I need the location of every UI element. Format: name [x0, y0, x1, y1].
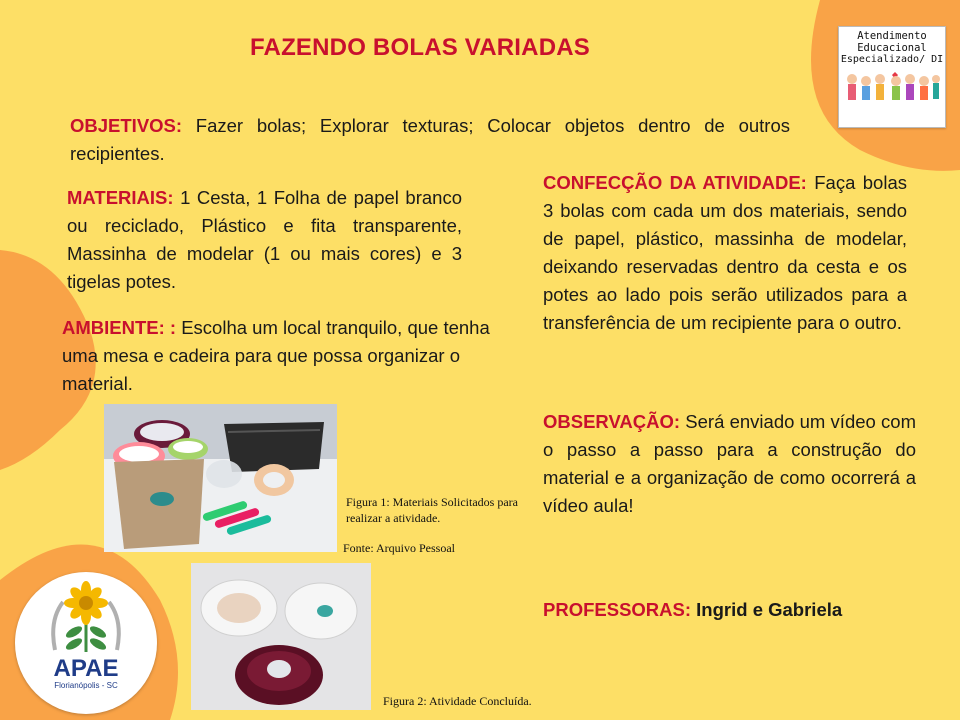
ambiente-text: Escolha um local tranquilo, que tenha uma mesa e cadeira para que possa organizar o material. — [62, 317, 490, 394]
professoras-label: PROFESSORAS: — [543, 599, 692, 620]
sunflower-hands-icon — [41, 580, 131, 658]
figura-1-caption: Figura 1: Materiais Solicitados para realizar a atividade. — [346, 495, 518, 525]
observacao-section — [543, 408, 916, 520]
materiais-section — [67, 184, 462, 296]
confeccao-text: Faça bolas 3 bolas com cada um dos materiais, sendo de papel, plástico, massinha de modelar, deixando reservadas dentro da cesta e os potes ao lado pois serão utilizados para a transferência de um recipiente para o outro. — [543, 172, 907, 333]
materiais-label: MATERIAIS: — [67, 187, 174, 208]
professoras-section — [543, 596, 903, 624]
badge-line-3: Especializado/ DI — [840, 54, 944, 65]
materiais-text: 1 Cesta, 1 Folha de papel branco ou reciclado, Plástico e fita transparente, Massinha de modelar (1 ou mais cores) e 3 tigelas potes. — [67, 187, 462, 292]
objetivos-label: OBJETIVOS: — [70, 115, 183, 136]
apae-name: APAE — [53, 655, 119, 682]
figura-1-source: Fonte: Arquivo Pessoal — [343, 541, 456, 555]
objetivos-section — [70, 112, 790, 168]
confeccao-section — [543, 169, 907, 337]
confeccao-label: CONFECÇÃO DA ATIVIDADE: — [543, 172, 807, 193]
figura-1-photo — [104, 404, 337, 552]
figura-2-photo — [191, 563, 371, 710]
observacao-text: Será enviado um vídeo com o passo a passo para a construção do material e a organização de como ocorrerá a vídeo aula! — [543, 411, 916, 516]
apae-logo — [15, 572, 157, 714]
children-illustration — [842, 67, 942, 111]
page-title: FAZENDO BOLAS VARIADAS — [250, 34, 590, 61]
apae-city: Florianópolis - SC — [54, 681, 118, 690]
objetivos-text: Fazer bolas; Explorar texturas; Colocar objetos dentro de outros recipientes. — [70, 115, 790, 164]
badge-line-1: Atendimento — [857, 30, 927, 42]
aee-badge — [838, 26, 946, 128]
materials-photo-illustration — [104, 404, 337, 552]
observacao-label: OBSERVAÇÃO: — [543, 411, 681, 432]
badge-line-2: Educacional — [857, 42, 927, 54]
ambiente-section — [62, 314, 502, 398]
ambiente-label: AMBIENTE: : — [62, 317, 177, 338]
professoras-names: Ingrid e Gabriela — [696, 599, 843, 620]
figura-2-caption: Figura 2: Atividade Concluída. — [383, 694, 532, 708]
finished-activity-illustration — [191, 563, 371, 710]
